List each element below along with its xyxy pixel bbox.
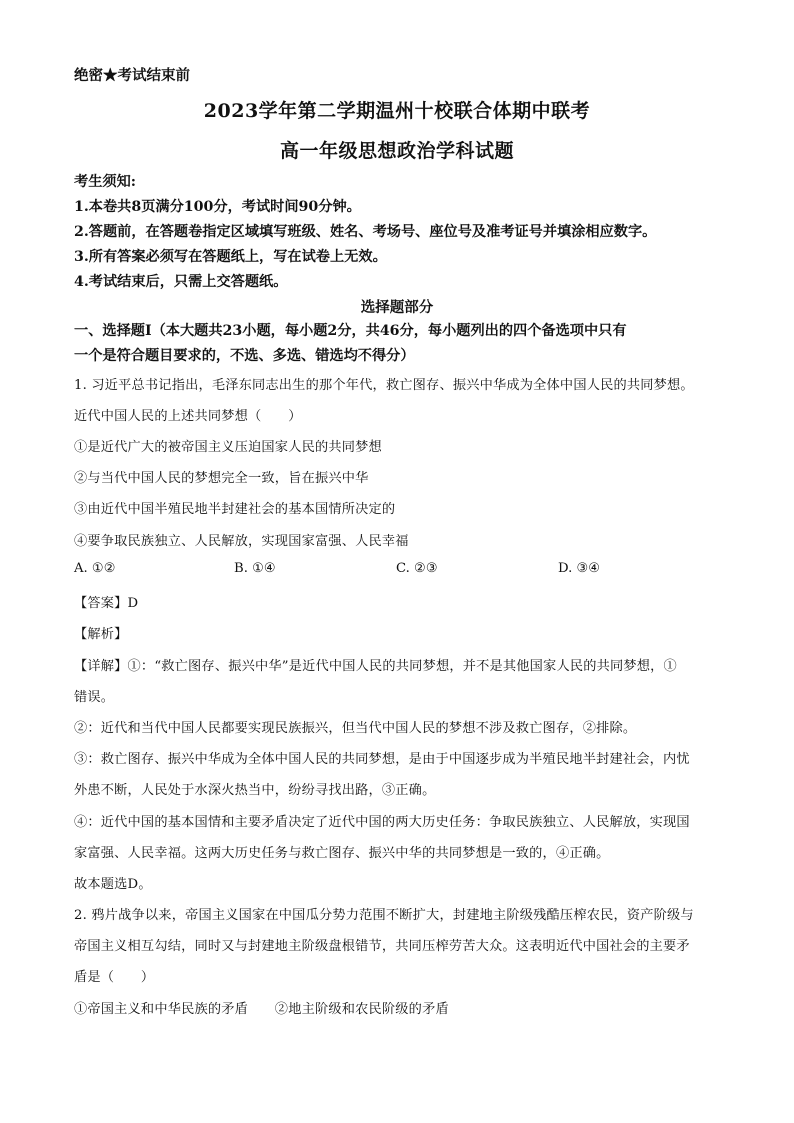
notice-item-1: 1.本卷共8页满分100分，考试时间90分钟。 [74,199,361,215]
q1-explanation-6: ④：近代中国的基本国情和主要矛盾决定了近代中国的两大历史任务：争取民族独立、人民解放，实现国 [74,815,690,830]
q1-explanation-2: 错误。 [74,690,115,705]
q1-statement-3: ③由近代中国半殖民地半封建社会的基本国情所决定的 [74,502,396,517]
q1-explanation-7: 家富强、人民幸福。这两大历史任务与救亡图存、振兴中华的共同梦想是一致的，④正确。 [74,846,610,861]
q2-stem-1: 2. 鸦片战争以来，帝国主义国家在中国瓜分势力范围不断扩大，封建地主阶级残酷压榨农民，资产阶级与 [74,908,694,923]
notice-item-2: 2.答题前，在答题卷指定区域填写班级、姓名、考场号、座位号及准考证号并填涂相应数字。 [74,224,657,240]
q1-option-c: C. ②③ [396,561,438,576]
notice-item-4: 4.考试结束后，只需上交答题纸。 [74,274,288,290]
q1-stem-1: 1. 习近平总书记指出，毛泽东同志出生的那个年代，救亡图存、振兴中华成为全体中国人民的共同梦想。 [74,378,694,393]
notice-heading: 考生须知: [74,174,136,190]
q1-statement-1: ①是近代广大的被帝国主义压迫国家人民的共同梦想 [74,440,382,455]
q1-option-d: D. ③④ [558,561,601,576]
q1-statement-4: ④要争取民族独立、人民解放，实现国家富强、人民幸福 [74,534,409,549]
q1-option-a: A. ①② [74,561,116,576]
exam-subtitle: 高一年级思想政治学科试题 [279,140,514,162]
q2-statements: ①帝国主义和中华民族的矛盾 ②地主阶级和农民阶级的矛盾 [74,1002,449,1017]
q1-option-b: B. ①④ [234,561,276,576]
q1-explanation-3: ②：近代和当代中国人民都要实现民族振兴，但当代中国人民的梦想不涉及救亡图存，②排除。 [74,721,637,736]
q2-stem-3: 盾是（ ） [74,970,155,985]
q1-explanation-5: 外患不断，人民处于水深火热当中，纷纷寻找出路，③正确。 [74,783,436,798]
q1-statement-2: ②与当代中国人民的梦想完全一致，旨在振兴中华 [74,471,369,486]
q1-stem-2: 近代中国人民的上述共同梦想（ ） [74,409,302,424]
q1-analysis-label: 【解析】 [74,627,128,642]
notice-item-3: 3.所有答案必须写在答题纸上，写在试卷上无效。 [74,249,387,265]
q1-answer: 【答案】D [74,596,139,611]
exam-title: 2023学年第二学期温州十校联合体期中联考 [203,100,591,122]
secret-mark: 绝密★考试结束前 [74,67,190,84]
section-title: 选择题部分 [360,299,434,316]
section-instruction-2: 一个是符合题目要求的，不选、多选、错选均不得分） [74,348,415,364]
q2-stem-2: 帝国主义相互勾结，同时又与封建地主阶级盘根错节，共同压榨劳苦大众。这表明近代中国社会的主要矛 [74,939,690,954]
q1-explanation-1: 【详解】①：“救亡图存、振兴中华”是近代中国人民的共同梦想，并不是其他国家人民的共同梦想，① [74,659,677,674]
q1-explanation-4: ③：救亡图存、振兴中华成为全体中国人民的共同梦想，是由于中国逐步成为半殖民地半封建社会，内忧 [74,752,690,767]
section-instruction-1: 一、选择题Ⅰ（本大题共23小题，每小题2分，共46分，每小题列出的四个备选项中只有 [74,323,627,339]
q1-explanation-8: 故本题选D。 [74,877,152,892]
